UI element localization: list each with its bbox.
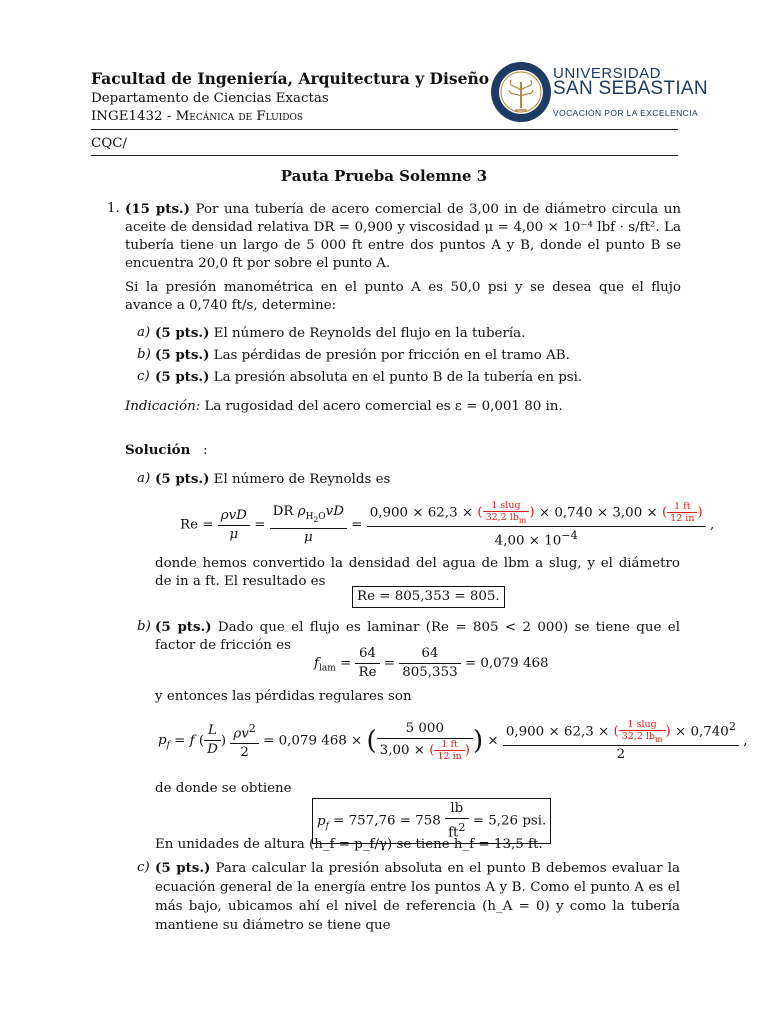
header-divider xyxy=(91,129,678,130)
sol-b-text2: y entonces las pérdidas regulares son xyxy=(155,689,412,704)
problem-statement xyxy=(125,200,681,273)
sol-a-intro: (5 pts.) El número de Reynolds es xyxy=(155,471,391,487)
sol-b-height: En unidades de altura (h_f = p_f/γ) se tiene h_f = 13,5 ft. xyxy=(155,837,543,852)
sol-a-note: donde hemos convertido la densidad del agua de lbm a slug, y el diámetro de in a ft. El resultado es xyxy=(155,556,680,589)
sol-b-intro: (5 pts.) Dado que el flujo es laminar (Re = 805 < 2 000) se tiene que el factor de fricción es xyxy=(155,619,680,653)
department-line: Departamento de Ciencias Exactas xyxy=(91,91,329,106)
header-divider-2 xyxy=(91,155,678,156)
sol-a-result: Re = 805,353 = 805. xyxy=(352,586,505,608)
logo-name-line1: UNIVERSIDAD xyxy=(553,65,662,82)
problem-points: (15 pts.) xyxy=(125,201,190,217)
item-c: (5 pts.) La presión absoluta en el punto B de la tubería en psi. xyxy=(155,369,583,385)
sol-b-result: $p_f = 757,76 = 758$ $\frac{lb}{ft^2}$ = 5,26 psi. xyxy=(312,798,551,844)
faculty-heading: Facultad de Ingeniería, Arquitectura y Diseño xyxy=(91,69,490,88)
problem-text: Por una tubería de acero comercial de 3,00 in de diámetro circula un aceite de densidad relativa DR = 0,900 y viscosidad μ = 4,00 × 10⁻⁴ lbf · s/ft². La tubería tiene un largo de 5 000 ft entre dos puntos A y B, donde el punto B se encuentra 20,0 ft por sobre el punto A. xyxy=(125,202,682,271)
sol-a-label: a) xyxy=(137,471,151,486)
item-a: (5 pts.) El número de Reynolds del flujo en la tubería. xyxy=(155,325,526,341)
sol-b-text3: de donde se obtiene xyxy=(155,781,292,796)
item-b-label: b) xyxy=(137,347,151,362)
hint-label: Indicación: xyxy=(125,399,201,414)
document-title: Pauta Prueba Solemne 3 xyxy=(280,167,488,185)
logo-name-line2: SAN SEBASTIAN xyxy=(553,78,708,99)
problem-number: 1. xyxy=(107,201,120,216)
sol-c-text: (5 pts.) Para calcular la presión absoluta en el punto B debemos evaluar la ecuación general de la energía entre los puntos A y B. Como el punto A es el más bajo, ubicamos ahí el nivel de referencia (h_A = 0) y como la tubería mantiene su diámetro se tiene que xyxy=(155,860,680,933)
logo-motto: VOCACIÓN POR LA EXCELENCIA xyxy=(553,108,699,118)
solution-heading: Solución : xyxy=(125,442,208,458)
hint xyxy=(125,398,681,416)
sol-c-label: c) xyxy=(137,860,150,875)
pressure-loss-equation: $p_f = f$ ( $\frac{L}{D}$ ) $\frac{\rho v^2}{2}$ = 0,079 468 × ( 5 000 3,00 × ( $\frac{1 ft}{12 in}$ ) ) × 0,900 × 62,3 × ( $\frac{\text{1 slug}}{32,2 lb_m}$ ) × $0,740^2$ 2 , xyxy=(158,719,748,762)
code-line: CQC/ xyxy=(91,136,127,151)
sol-b-label: b) xyxy=(137,619,151,634)
item-a-label: a) xyxy=(137,325,151,340)
hint-text: La rugosidad del acero comercial es ε = 0,001 80 in. xyxy=(204,399,563,414)
problem-statement-2: Si la presión manométrica en el punto A es 50,0 psi y se desea que el flujo avance a 0,740 ft/s, determine: xyxy=(125,280,681,313)
item-b: (5 pts.) Las pérdidas de presión por fricción en el tramo AB. xyxy=(155,347,570,363)
course-line: INGE1432 - Mecánica de Fluidos xyxy=(91,109,304,124)
friction-factor-equation: $f_{lam}$ = $\frac{64}{Re}$ = $\frac{64}{805,353}$ = 0,079 468 xyxy=(314,646,549,680)
reynolds-equation: Re = $\frac{\text{ρvD}}{\mu}$ = $\frac{DR \rho_{H_2O}vD}{\mu}$ = 0,900 × 62,3 × ( $\frac{\text{1 slug}}{32,2 lb_m}$ ) × 0,740 × 3,00 × ( $\frac{1 ft}{12 in}$ ) $4,00 \times 10^{-4}$ , xyxy=(180,500,715,549)
university-seal-icon xyxy=(489,60,553,124)
item-c-label: c) xyxy=(137,369,150,384)
